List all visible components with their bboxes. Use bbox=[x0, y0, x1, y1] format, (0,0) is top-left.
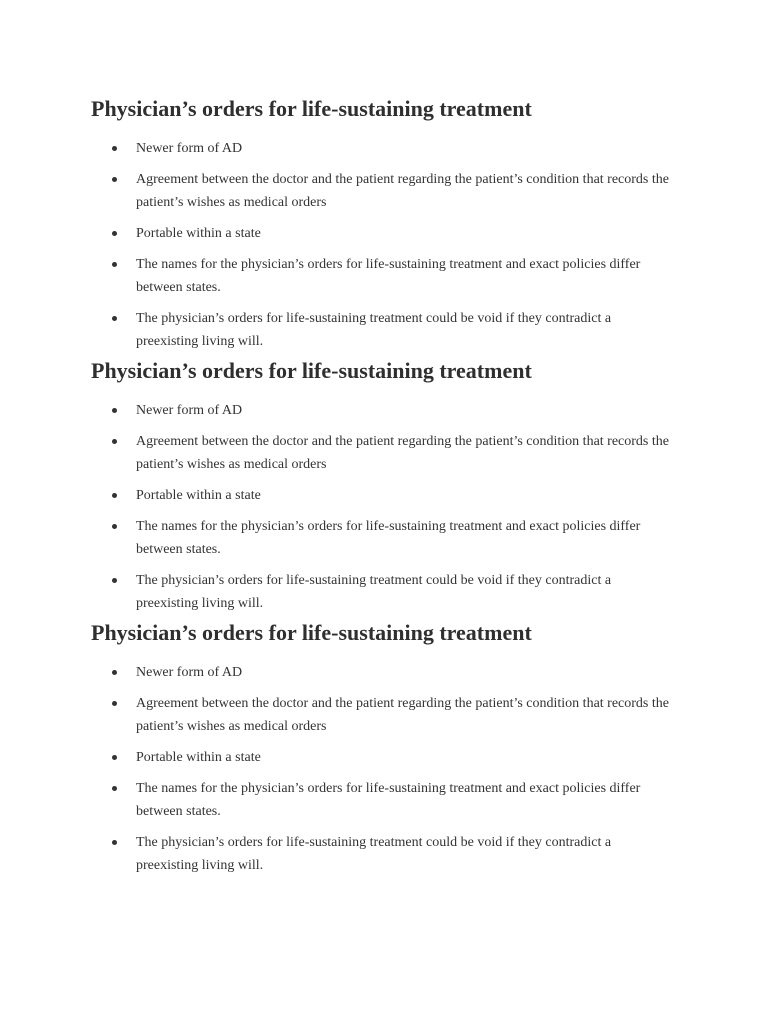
list-item bbox=[91, 661, 676, 684]
list-item-text: Newer form of AD bbox=[136, 403, 243, 418]
bullet-list bbox=[91, 137, 691, 353]
list-item-text: Portable within a state bbox=[136, 488, 261, 503]
bullet-icon bbox=[112, 524, 117, 529]
bullet-icon bbox=[112, 146, 117, 151]
section-heading: Physician’s orders for life-sustaining treatment bbox=[91, 358, 532, 383]
bullet-icon bbox=[112, 439, 117, 444]
bullet-icon bbox=[112, 493, 117, 498]
list-item bbox=[91, 746, 676, 769]
section-1 bbox=[91, 95, 691, 361]
list-item bbox=[91, 168, 676, 214]
list-item bbox=[91, 777, 676, 823]
list-item bbox=[91, 692, 676, 738]
bullet-icon bbox=[112, 670, 117, 675]
list-item-text: Newer form of AD bbox=[136, 665, 243, 680]
list-item bbox=[91, 430, 676, 476]
list-item bbox=[91, 307, 676, 353]
section-3 bbox=[91, 619, 691, 885]
section-heading: Physician’s orders for life-sustaining treatment bbox=[91, 620, 532, 645]
bullet-icon bbox=[112, 578, 117, 583]
section-2 bbox=[91, 357, 691, 623]
bullet-icon bbox=[112, 408, 117, 413]
list-item bbox=[91, 569, 676, 615]
bullet-icon bbox=[112, 316, 117, 321]
bullet-icon bbox=[112, 177, 117, 182]
bullet-icon bbox=[112, 231, 117, 236]
bullet-icon bbox=[112, 701, 117, 706]
list-item-text: The physician’s orders for life-sustaining treatment could be void if they contradict a preexisting living will. bbox=[136, 835, 612, 873]
bullet-list bbox=[91, 661, 691, 877]
list-item bbox=[91, 515, 676, 561]
list-item-text: The names for the physician’s orders for life-sustaining treatment and exact policies differ between states. bbox=[136, 781, 641, 819]
bullet-icon bbox=[112, 755, 117, 760]
list-item bbox=[91, 484, 676, 507]
bullet-icon bbox=[112, 786, 117, 791]
list-item-text: Agreement between the doctor and the patient regarding the patient’s condition that records the patient’s wishes as medical orders bbox=[136, 172, 669, 210]
list-item-text: The names for the physician’s orders for life-sustaining treatment and exact policies differ between states. bbox=[136, 257, 641, 295]
list-item-text: Portable within a state bbox=[136, 750, 261, 765]
list-item-text: The names for the physician’s orders for life-sustaining treatment and exact policies differ between states. bbox=[136, 519, 641, 557]
list-item-text: The physician’s orders for life-sustaining treatment could be void if they contradict a preexisting living will. bbox=[136, 573, 612, 611]
list-item-text: The physician’s orders for life-sustaining treatment could be void if they contradict a preexisting living will. bbox=[136, 311, 612, 349]
bullet-list bbox=[91, 399, 691, 615]
list-item bbox=[91, 831, 676, 877]
list-item-text: Portable within a state bbox=[136, 226, 261, 241]
list-item bbox=[91, 253, 676, 299]
list-item bbox=[91, 399, 676, 422]
bullet-icon bbox=[112, 262, 117, 267]
section-heading: Physician’s orders for life-sustaining treatment bbox=[91, 96, 532, 121]
bullet-icon bbox=[112, 840, 117, 845]
list-item bbox=[91, 222, 676, 245]
list-item-text: Agreement between the doctor and the patient regarding the patient’s condition that records the patient’s wishes as medical orders bbox=[136, 434, 669, 472]
list-item-text: Agreement between the doctor and the patient regarding the patient’s condition that records the patient’s wishes as medical orders bbox=[136, 696, 669, 734]
list-item bbox=[91, 137, 676, 160]
list-item-text: Newer form of AD bbox=[136, 141, 243, 156]
